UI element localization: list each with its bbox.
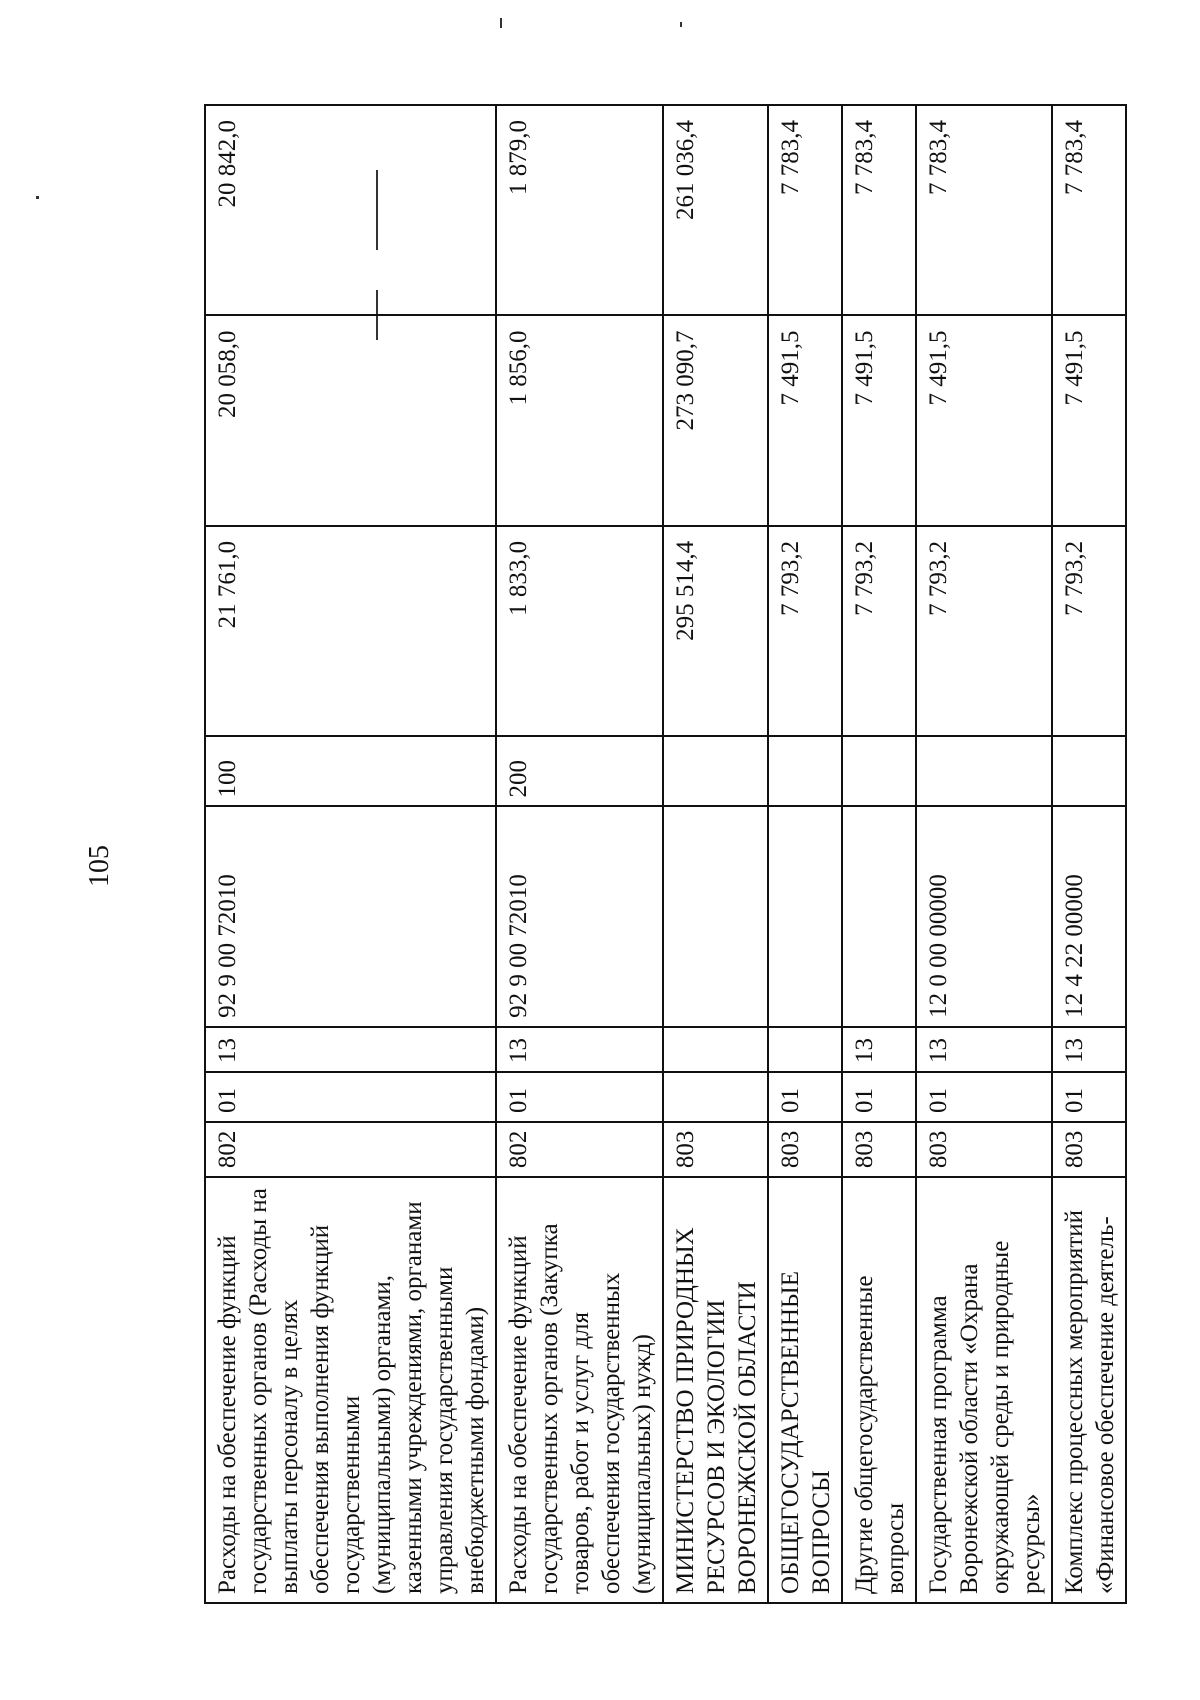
table-row xyxy=(842,105,916,1603)
table-row xyxy=(1052,105,1126,1603)
table-row xyxy=(768,105,842,1603)
table-row xyxy=(205,105,496,1603)
target-article-code: 12 0 00 00000 xyxy=(916,806,1052,1026)
expense-type-code xyxy=(842,736,916,806)
target-article-code xyxy=(768,806,842,1026)
target-article-code xyxy=(842,806,916,1026)
amount-year-3: 7 783,4 xyxy=(916,105,1052,316)
scan-mark xyxy=(500,18,502,28)
table-row xyxy=(916,105,1052,1603)
subsection-code: 13 xyxy=(916,1027,1052,1072)
subsection-code: 13 xyxy=(842,1027,916,1072)
row-name: ОБЩЕГОСУДАРСТВЕННЫЕ ВОПРОСЫ xyxy=(768,1177,842,1603)
amount-year-3: 20 842,0 xyxy=(205,105,496,316)
row-name: МИНИСТЕРСТВО ПРИРОДНЫХ РЕСУРСОВ И ЭКОЛОГИИ ВОРОНЕЖСКОЙ ОБЛАСТИ xyxy=(663,1177,768,1603)
expense-type-code xyxy=(1052,736,1126,806)
scan-mark xyxy=(36,196,39,199)
amount-year-2: 7 491,5 xyxy=(768,316,842,526)
grbs-code: 803 xyxy=(842,1122,916,1177)
amount-year-1: 21 761,0 xyxy=(205,526,496,736)
amount-year-2: 7 491,5 xyxy=(842,316,916,526)
amount-year-3: 7 783,4 xyxy=(842,105,916,316)
section-code: 01 xyxy=(205,1072,496,1122)
section-code xyxy=(663,1072,768,1122)
amount-year-3: 261 036,4 xyxy=(663,105,768,316)
row-name: Государственная программа Воронежской области «Охрана окружающей среды и природные ресурсы» xyxy=(916,1177,1052,1603)
subsection-code: 13 xyxy=(205,1027,496,1072)
scan-mark xyxy=(680,22,682,27)
amount-year-1: 7 793,2 xyxy=(768,526,842,736)
expense-type-code xyxy=(768,736,842,806)
subsection-code xyxy=(663,1027,768,1072)
expense-type-code: 100 xyxy=(205,736,496,806)
grbs-code: 803 xyxy=(1052,1122,1126,1177)
amount-year-1: 7 793,2 xyxy=(1052,526,1126,736)
amount-year-1: 1 833,0 xyxy=(496,526,663,736)
grbs-code: 802 xyxy=(496,1122,663,1177)
section-code: 01 xyxy=(916,1072,1052,1122)
row-name: Расходы на обеспечение функций государственных органов (Закупка товаров, работ и услуг для обеспечения государственных (муниципальных) нужд) xyxy=(496,1177,663,1603)
grbs-code: 803 xyxy=(663,1122,768,1177)
section-code: 01 xyxy=(842,1072,916,1122)
amount-year-2: 7 491,5 xyxy=(1052,316,1126,526)
section-code: 01 xyxy=(768,1072,842,1122)
amount-year-2: 273 090,7 xyxy=(663,316,768,526)
expense-type-code xyxy=(663,736,768,806)
amount-year-2: 20 058,0 xyxy=(205,316,496,526)
grbs-code: 803 xyxy=(916,1122,1052,1177)
amount-year-1: 7 793,2 xyxy=(916,526,1052,736)
row-name: Комплекс процессных мероприятий «Финансовое обеспечение деятель- xyxy=(1052,1177,1126,1603)
row-name: Расходы на обеспечение функций государственных органов (Расходы на выплаты персоналу в целях обеспечения выполнения функций государственными (муниципальными) органами, казенными учреждениями, органами управления государственными внебюджетными фондами) xyxy=(205,1177,496,1603)
target-article-code: 92 9 00 72010 xyxy=(205,806,496,1026)
rotated-table-container xyxy=(204,104,1119,1604)
section-code: 01 xyxy=(496,1072,663,1122)
amount-year-3: 7 783,4 xyxy=(1052,105,1126,316)
target-article-code: 92 9 00 72010 xyxy=(496,806,663,1026)
grbs-code: 802 xyxy=(205,1122,496,1177)
grbs-code: 803 xyxy=(768,1122,842,1177)
expense-type-code: 200 xyxy=(496,736,663,806)
table-row xyxy=(663,105,768,1603)
row-name: Другие общегосударственные вопросы xyxy=(842,1177,916,1603)
amount-year-3: 7 783,4 xyxy=(768,105,842,316)
expense-type-code xyxy=(916,736,1052,806)
subsection-code: 13 xyxy=(496,1027,663,1072)
table-row xyxy=(496,105,663,1603)
section-code: 01 xyxy=(1052,1072,1126,1122)
subsection-code: 13 xyxy=(1052,1027,1126,1072)
amount-year-2: 1 856,0 xyxy=(496,316,663,526)
budget-table xyxy=(204,104,1127,1604)
amount-year-3: 1 879,0 xyxy=(496,105,663,316)
target-article-code xyxy=(663,806,768,1026)
page-number: 105 xyxy=(84,845,115,887)
amount-year-1: 7 793,2 xyxy=(842,526,916,736)
amount-year-1: 295 514,4 xyxy=(663,526,768,736)
target-article-code: 12 4 22 00000 xyxy=(1052,806,1126,1026)
amount-year-2: 7 491,5 xyxy=(916,316,1052,526)
subsection-code xyxy=(768,1027,842,1072)
